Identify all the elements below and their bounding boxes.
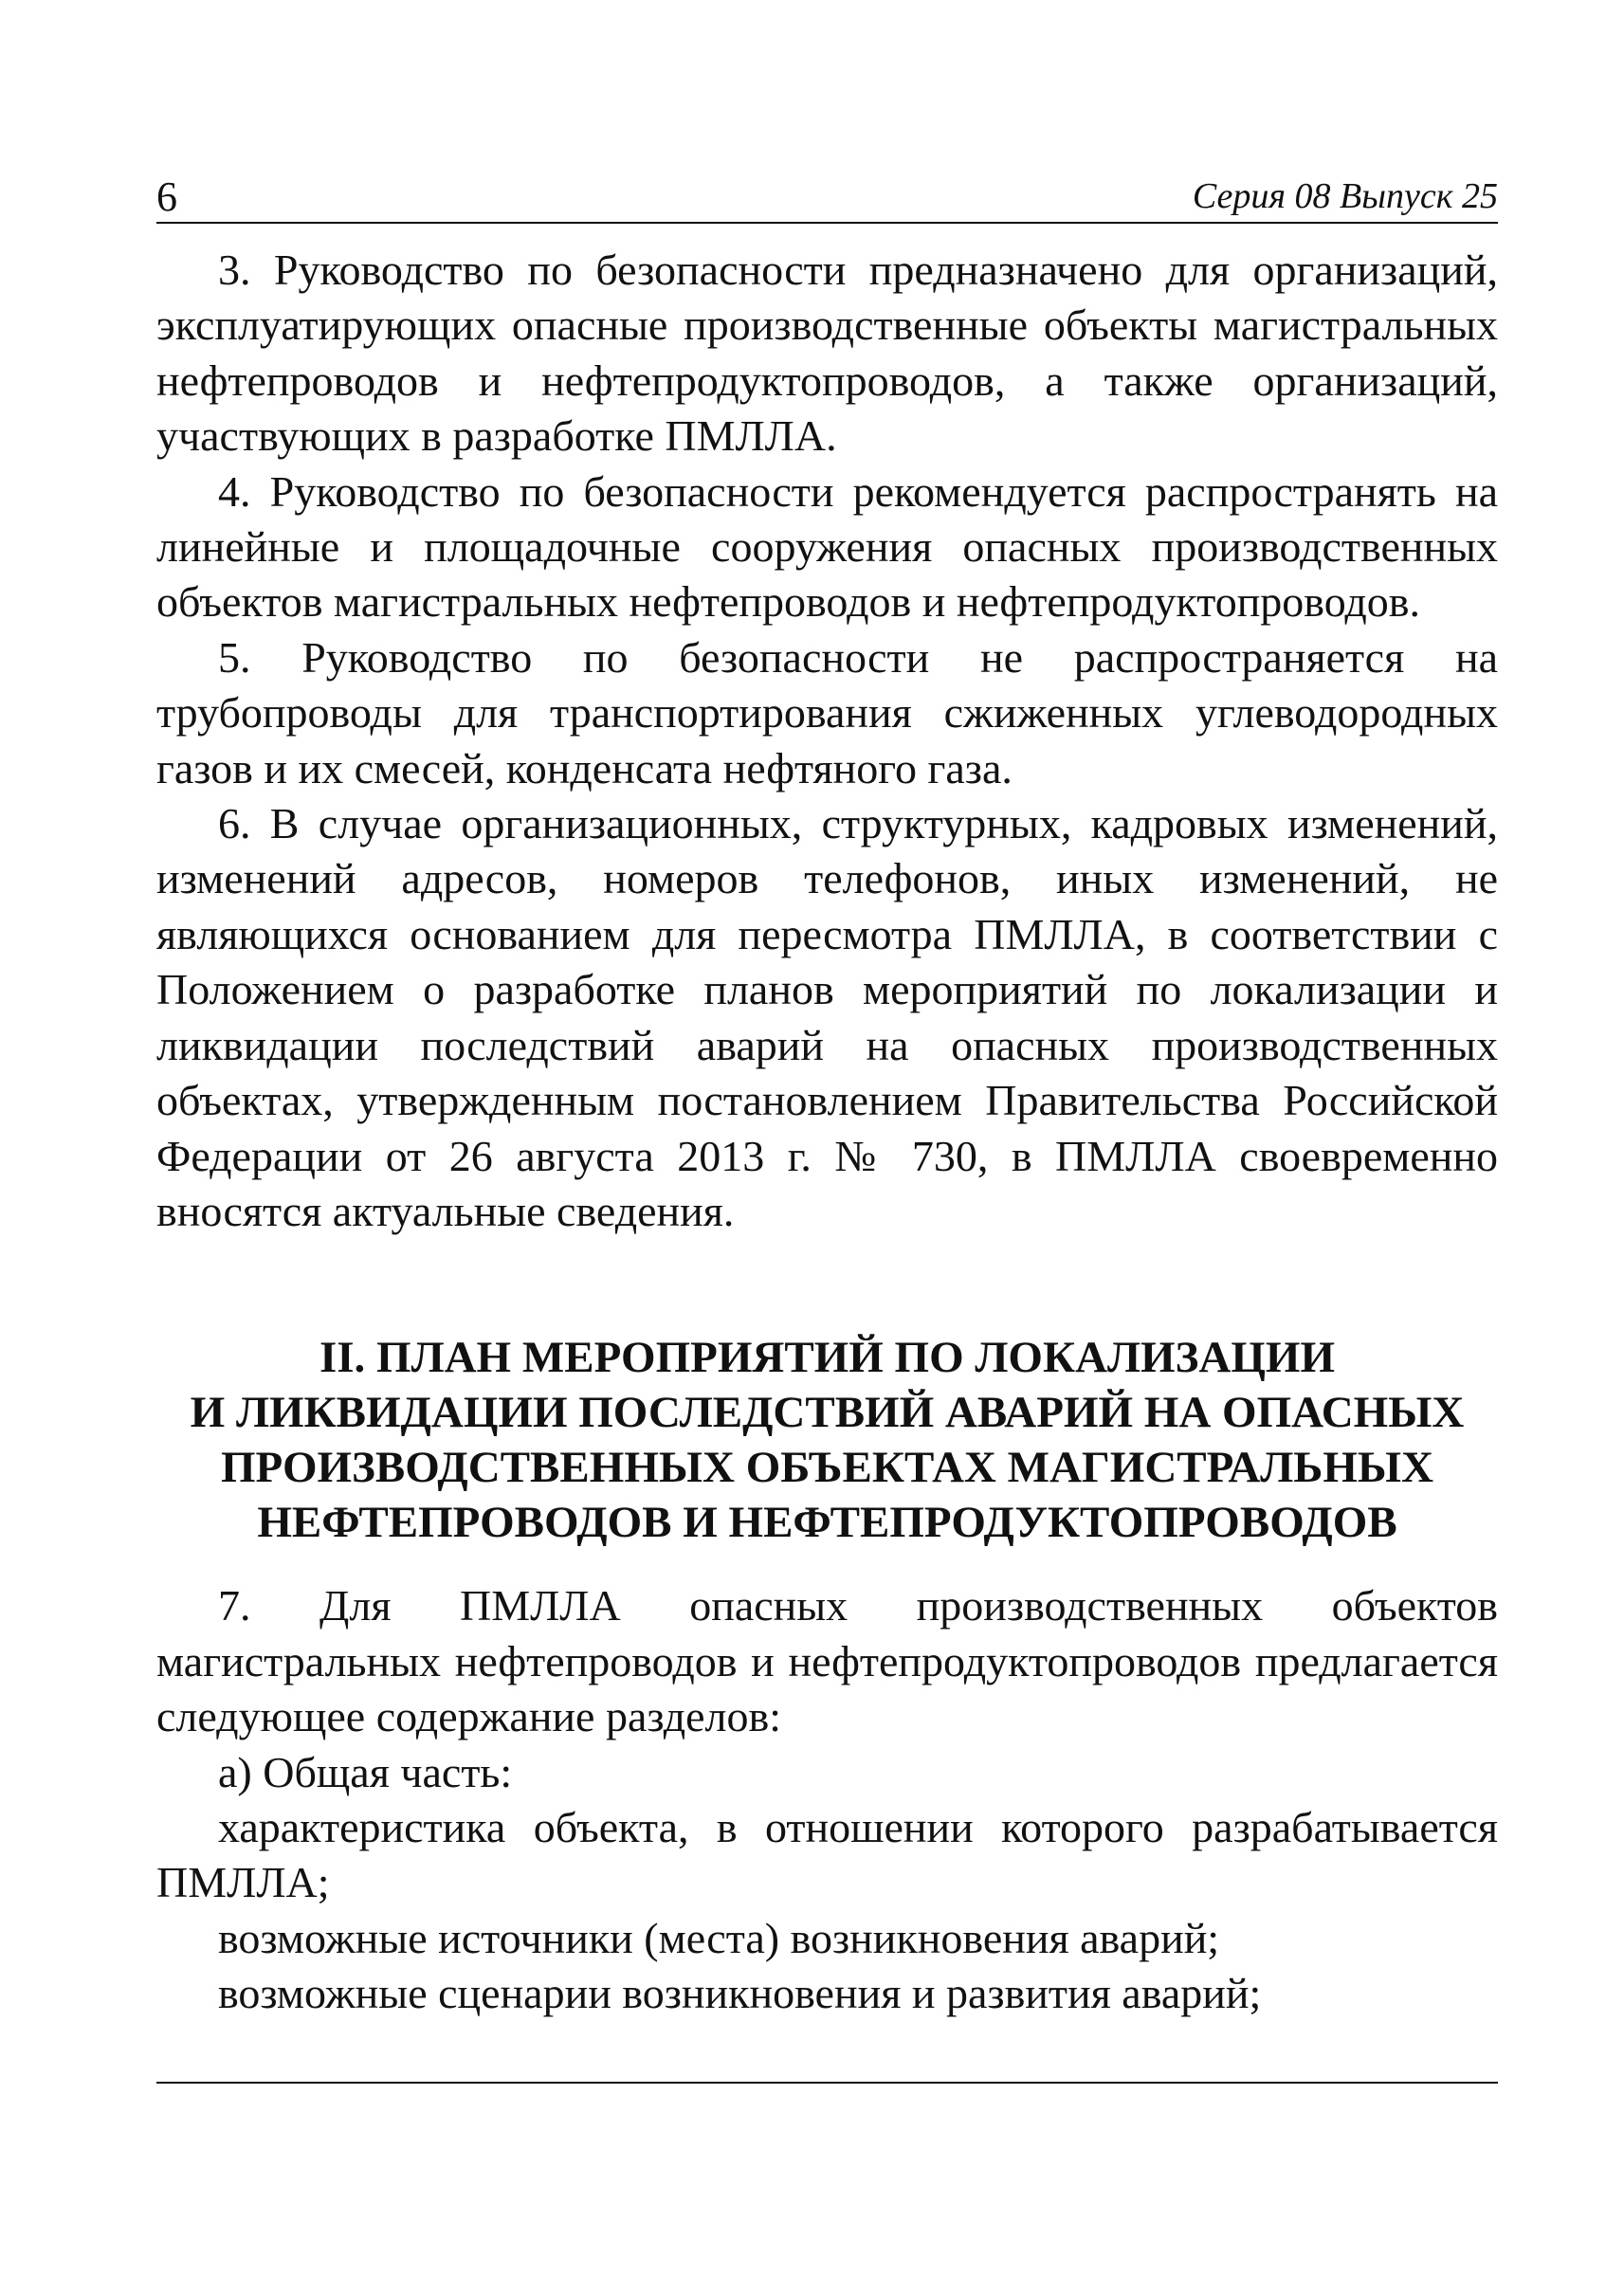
paragraph-7: 7. Для ПМЛЛА опасных производственных объектов магистральных нефтепроводов и нефтепродуктопроводов предлагается следующее содержание разделов:	[156, 1581, 1498, 1741]
list-item-scenarios: возможные сценарии возникновения и развития аварий;	[218, 1969, 1262, 2018]
list-item-sources: возможные источники (места) возникновения аварий;	[218, 1913, 1220, 1962]
section-title-line: ПРОИЗВОДСТВЕННЫХ ОБЪЕКТАХ МАГИСТРАЛЬНЫХ	[220, 1443, 1434, 1493]
page-header	[156, 169, 1498, 224]
section-title-line: НЕФТЕПРОВОДОВ И НЕФТЕПРОДУКТОПРОВОДОВ	[257, 1498, 1397, 1548]
page-number: 6	[156, 173, 177, 220]
paragraph-3: 3. Руководство по безопасности предназначено для организаций, эксплуатирующих опасные производственные объекты магистральных нефтепроводов и нефтепродуктопроводов, а также организаций, участвующих в разработке ПМЛЛА.	[156, 246, 1498, 461]
series-label: Серия 08 Выпуск 25	[1192, 176, 1498, 216]
subsection-general: а) Общая часть:	[218, 1747, 513, 1796]
paragraph-4: 4. Руководство по безопасности рекомендуется распространять на линейные и площадочные сооружения опасных производственных объектов магистральных нефтепроводов и нефтепродуктопроводов.	[156, 466, 1498, 627]
list-item-characteristic: характеристика объекта, в отношении которого разрабатывается ПМЛЛА;	[156, 1802, 1498, 1907]
section-title-line: II. ПЛАН МЕРОПРИЯТИЙ ПО ЛОКАЛИЗАЦИИ	[319, 1333, 1336, 1383]
section-title	[156, 1330, 1498, 1550]
section-title-line: И ЛИКВИДАЦИИ ПОСЛЕДСТВИЙ АВАРИЙ НА ОПАСНЫХ	[190, 1388, 1465, 1438]
footer-divider	[156, 2082, 1498, 2084]
paragraph-6: 6. В случае организационных, структурных, кадровых изменений, изменений адресов, номеров телефонов, иных изменений, не являющихся основанием для пересмотра ПМЛЛА, в соответствии с Положением о разработке планов мероприятий по локализации и ликвидации последствий аварий на опасных производственных объектах, утвержденным постановлением Правительства Российской Федерации от 26 августа 2013 г. № 730, в ПМЛЛА своевременно вносятся актуальные сведения.	[156, 799, 1498, 1235]
body-text	[156, 243, 1498, 2022]
paragraph-5: 5. Руководство по безопасности не распространяется на трубопроводы для транспортирования сжиженных углеводородных газов и их смесей, конденсата нефтяного газа.	[156, 632, 1498, 792]
